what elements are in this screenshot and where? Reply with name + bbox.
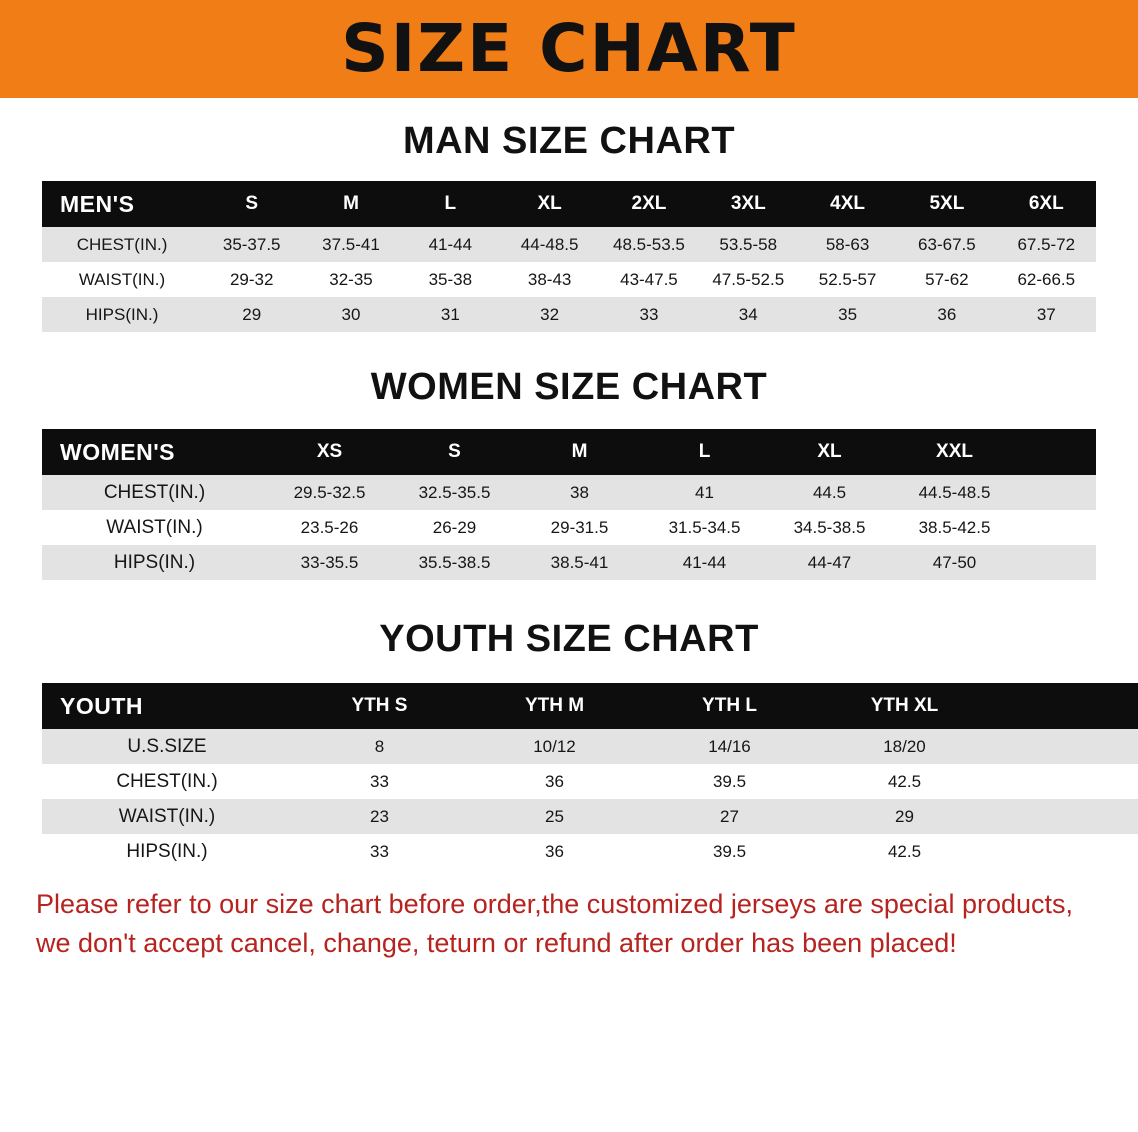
man-col-2: L [401,181,500,227]
women-col-5: XXL [892,429,1017,475]
youth-r0c2: 14/16 [642,729,817,764]
women-r2c1: 35.5-38.5 [392,545,517,580]
women-r1c2: 29-31.5 [517,510,642,545]
youth-r1pad2 [1096,764,1138,799]
man-r0c5: 53.5-58 [699,227,798,262]
women-r2pad [1017,545,1096,580]
man-col-6: 4XL [798,181,897,227]
women-r0c4: 44.5 [767,475,892,510]
man-r1c7: 57-62 [897,262,996,297]
women-r0c2: 38 [517,475,642,510]
table-row [42,545,1096,580]
youth-r0pad1 [992,729,1096,764]
table-row [42,764,1138,799]
man-col-8: 6XL [997,181,1096,227]
man-r1c5: 47.5-52.5 [699,262,798,297]
table-row [42,510,1096,545]
footer-note-line-2: we don't accept cancel, change, teturn or refund after order has been placed! [36,928,957,959]
table-header-row [42,429,1096,475]
women-section-title: WOMEN SIZE CHART [370,366,768,408]
youth-r2c3: 29 [817,799,992,834]
women-col-0: XS [267,429,392,475]
youth-r2pad1 [992,799,1096,834]
women-r0pad [1017,475,1096,510]
youth-r0pad2 [1096,729,1138,764]
youth-col-pad2 [1096,683,1138,729]
youth-r2c2: 27 [642,799,817,834]
man-r2c2: 31 [401,297,500,332]
man-col-0: S [202,181,301,227]
man-r0c4: 48.5-53.5 [599,227,698,262]
youth-r1c1: 36 [467,764,642,799]
man-col-5: 3XL [699,181,798,227]
man-r0c1: 37.5-41 [301,227,400,262]
women-row-1-label: WAIST(IN.) [42,510,267,545]
women-r1c4: 34.5-38.5 [767,510,892,545]
women-r1c5: 38.5-42.5 [892,510,1017,545]
man-section-title: MAN SIZE CHART [402,120,736,162]
youth-r2pad2 [1096,799,1138,834]
man-r2c8: 37 [997,297,1096,332]
table-row [42,297,1096,332]
man-row-1-label: WAIST(IN.) [42,262,202,297]
man-r0c2: 41-44 [401,227,500,262]
women-row-0-label: CHEST(IN.) [42,475,267,510]
youth-col-2: YTH L [642,683,817,729]
man-col-7: 5XL [897,181,996,227]
youth-corner-label: YOUTH [42,683,292,729]
women-col-1: S [392,429,517,475]
table-header-row [42,181,1096,227]
youth-size-table [42,683,1138,869]
youth-r3c0: 33 [292,834,467,869]
table-row [42,262,1096,297]
women-r2c4: 44-47 [767,545,892,580]
women-r2c3: 41-44 [642,545,767,580]
women-r1c0: 23.5-26 [267,510,392,545]
youth-r3c3: 42.5 [817,834,992,869]
women-col-3: L [642,429,767,475]
youth-row-3-label: HIPS(IN.) [42,834,292,869]
footer-note [36,885,1102,963]
man-r1c1: 32-35 [301,262,400,297]
man-r0c7: 63-67.5 [897,227,996,262]
women-r1c1: 26-29 [392,510,517,545]
youth-r2c0: 23 [292,799,467,834]
man-corner-label: MEN'S [42,181,202,227]
women-r2c2: 38.5-41 [517,545,642,580]
man-r2c4: 33 [599,297,698,332]
man-r1c2: 35-38 [401,262,500,297]
man-col-4: 2XL [599,181,698,227]
man-r1c8: 62-66.5 [997,262,1096,297]
women-r1c3: 31.5-34.5 [642,510,767,545]
women-r2c5: 47-50 [892,545,1017,580]
man-table-wrap [42,181,1096,332]
women-r0c1: 32.5-35.5 [392,475,517,510]
youth-col-0: YTH S [292,683,467,729]
women-table-wrap [42,429,1096,580]
man-row-2-label: HIPS(IN.) [42,297,202,332]
table-row [42,799,1138,834]
youth-r0c3: 18/20 [817,729,992,764]
women-r0c3: 41 [642,475,767,510]
man-col-3: XL [500,181,599,227]
women-col-pad [1017,429,1096,475]
man-r1c6: 52.5-57 [798,262,897,297]
man-r2c3: 32 [500,297,599,332]
man-r2c5: 34 [699,297,798,332]
man-r2c6: 35 [798,297,897,332]
table-row [42,729,1138,764]
youth-col-pad1 [992,683,1096,729]
youth-col-3: YTH XL [817,683,992,729]
page-title: SIZE CHART [341,10,797,87]
women-r0c0: 29.5-32.5 [267,475,392,510]
youth-row-1-label: CHEST(IN.) [42,764,292,799]
man-row-0-label: CHEST(IN.) [42,227,202,262]
man-r1c3: 38-43 [500,262,599,297]
youth-r1pad1 [992,764,1096,799]
women-r1pad [1017,510,1096,545]
man-r1c0: 29-32 [202,262,301,297]
youth-r3c1: 36 [467,834,642,869]
women-corner-label: WOMEN'S [42,429,267,475]
youth-r3c2: 39.5 [642,834,817,869]
youth-col-1: YTH M [467,683,642,729]
man-r2c1: 30 [301,297,400,332]
youth-r1c2: 39.5 [642,764,817,799]
women-r2c0: 33-35.5 [267,545,392,580]
youth-r1c3: 42.5 [817,764,992,799]
youth-r0c0: 8 [292,729,467,764]
youth-row-0-label: U.S.SIZE [42,729,292,764]
table-header-row [42,683,1138,729]
youth-r0c1: 10/12 [467,729,642,764]
women-size-table [42,429,1096,580]
youth-r2c1: 25 [467,799,642,834]
man-r0c6: 58-63 [798,227,897,262]
man-col-1: M [301,181,400,227]
man-r1c4: 43-47.5 [599,262,698,297]
youth-row-2-label: WAIST(IN.) [42,799,292,834]
man-r2c0: 29 [202,297,301,332]
man-r0c8: 67.5-72 [997,227,1096,262]
man-r0c3: 44-48.5 [500,227,599,262]
youth-section-title: YOUTH SIZE CHART [379,618,759,660]
table-row [42,227,1096,262]
man-size-table [42,181,1096,332]
man-r0c0: 35-37.5 [202,227,301,262]
youth-r1c0: 33 [292,764,467,799]
table-row [42,834,1138,869]
youth-r3pad2 [1096,834,1138,869]
table-row [42,475,1096,510]
youth-r3pad1 [992,834,1096,869]
footer-note-line-1: Please refer to our size chart before order,the customized jerseys are special products, [36,889,1074,919]
women-col-4: XL [767,429,892,475]
man-r2c7: 36 [897,297,996,332]
women-row-2-label: HIPS(IN.) [42,545,267,580]
youth-table-wrap [42,683,1096,869]
women-r0c5: 44.5-48.5 [892,475,1017,510]
header-banner [0,0,1138,98]
women-col-2: M [517,429,642,475]
